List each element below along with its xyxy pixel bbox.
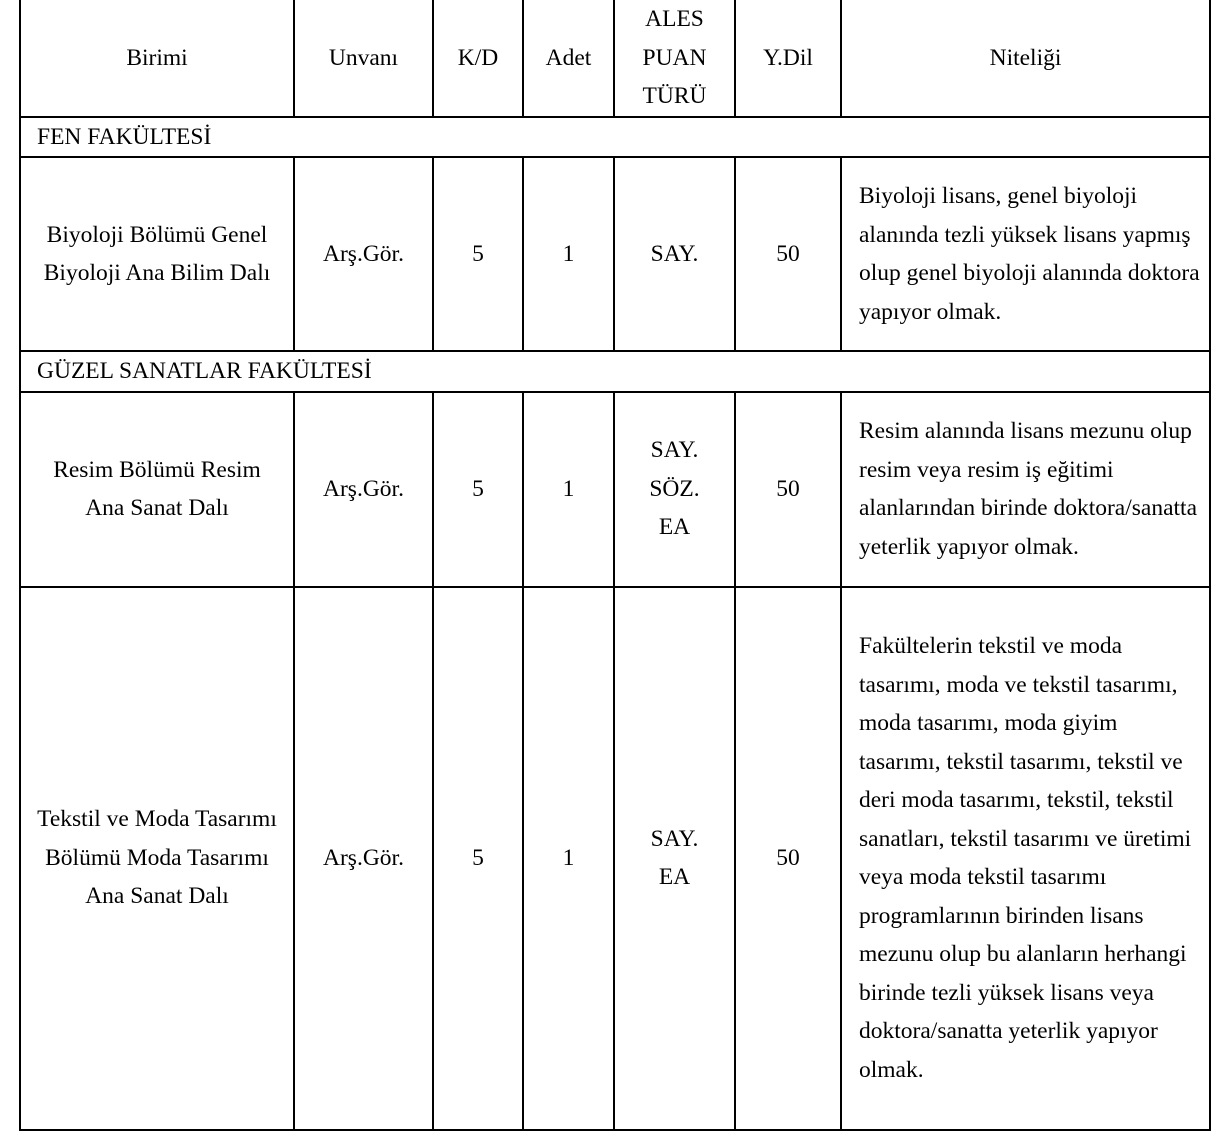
cell-unvani: Arş.Gör. <box>294 587 433 1130</box>
cell-unvani: Arş.Gör. <box>294 157 433 351</box>
cell-unvani: Arş.Gör. <box>294 392 433 587</box>
cell-ydil: 50 <box>735 587 841 1130</box>
cell-adet: 1 <box>523 157 614 351</box>
cell-ales: SAY. SÖZ. EA <box>614 392 735 587</box>
cell-niteligi: Biyoloji lisans, genel biyoloji alanında tezli yüksek lisans yapmış olup genel biyoloji alanında doktora yapıyor olmak. <box>841 157 1210 351</box>
header-unvani: Unvanı <box>294 0 433 117</box>
cell-birimi: Tekstil ve Moda Tasarımı Bölümü Moda Tasarımı Ana Sanat Dalı <box>20 587 294 1130</box>
header-birimi: Birimi <box>20 0 294 117</box>
cell-kd: 5 <box>433 392 523 587</box>
cell-ales: SAY. <box>614 157 735 351</box>
header-niteligi: Niteliği <box>841 0 1210 117</box>
table-row <box>20 392 1210 587</box>
cell-adet: 1 <box>523 587 614 1130</box>
section-row-guzel-sanatlar <box>20 351 1210 392</box>
header-ydil: Y.Dil <box>735 0 841 117</box>
cell-ales: SAY. EA <box>614 587 735 1130</box>
header-adet: Adet <box>523 0 614 117</box>
table-row <box>20 157 1210 351</box>
cell-niteligi: Fakültelerin tekstil ve moda tasarımı, moda ve tekstil tasarımı, moda tasarımı, moda giyim tasarımı, tekstil tasarımı, tekstil ve deri moda tasarımı, tekstil, tekstil sanatları, tekstil tasarımı ve üretimi veya moda tekstil tasarımı programlarının birinden lisans mezunu olup bu alanların herhangi birinde tezli yüksek lisans veya doktora/sanatta yeterlik yapıyor olmak. <box>841 587 1210 1130</box>
cell-niteligi: Resim alanında lisans mezunu olup resim veya resim iş eğitimi alanlarından birinde doktora/sanatta yeterlik yapıyor olmak. <box>841 392 1210 587</box>
section-row-fen <box>20 117 1210 158</box>
section-title: GÜZEL SANATLAR FAKÜLTESİ <box>20 351 1210 392</box>
header-ales-puan-turu: ALES PUAN TÜRÜ <box>614 0 735 117</box>
cell-kd: 5 <box>433 157 523 351</box>
cell-birimi: Biyoloji Bölümü Genel Biyoloji Ana Bilim Dalı <box>20 157 294 351</box>
cell-adet: 1 <box>523 392 614 587</box>
cell-ydil: 50 <box>735 392 841 587</box>
header-row <box>20 0 1210 117</box>
header-kd: K/D <box>433 0 523 117</box>
table-row <box>20 587 1210 1130</box>
cell-ydil: 50 <box>735 157 841 351</box>
section-title: FEN FAKÜLTESİ <box>20 117 1210 158</box>
cell-birimi: Resim Bölümü Resim Ana Sanat Dalı <box>20 392 294 587</box>
cell-kd: 5 <box>433 587 523 1130</box>
positions-table <box>19 0 1211 1131</box>
